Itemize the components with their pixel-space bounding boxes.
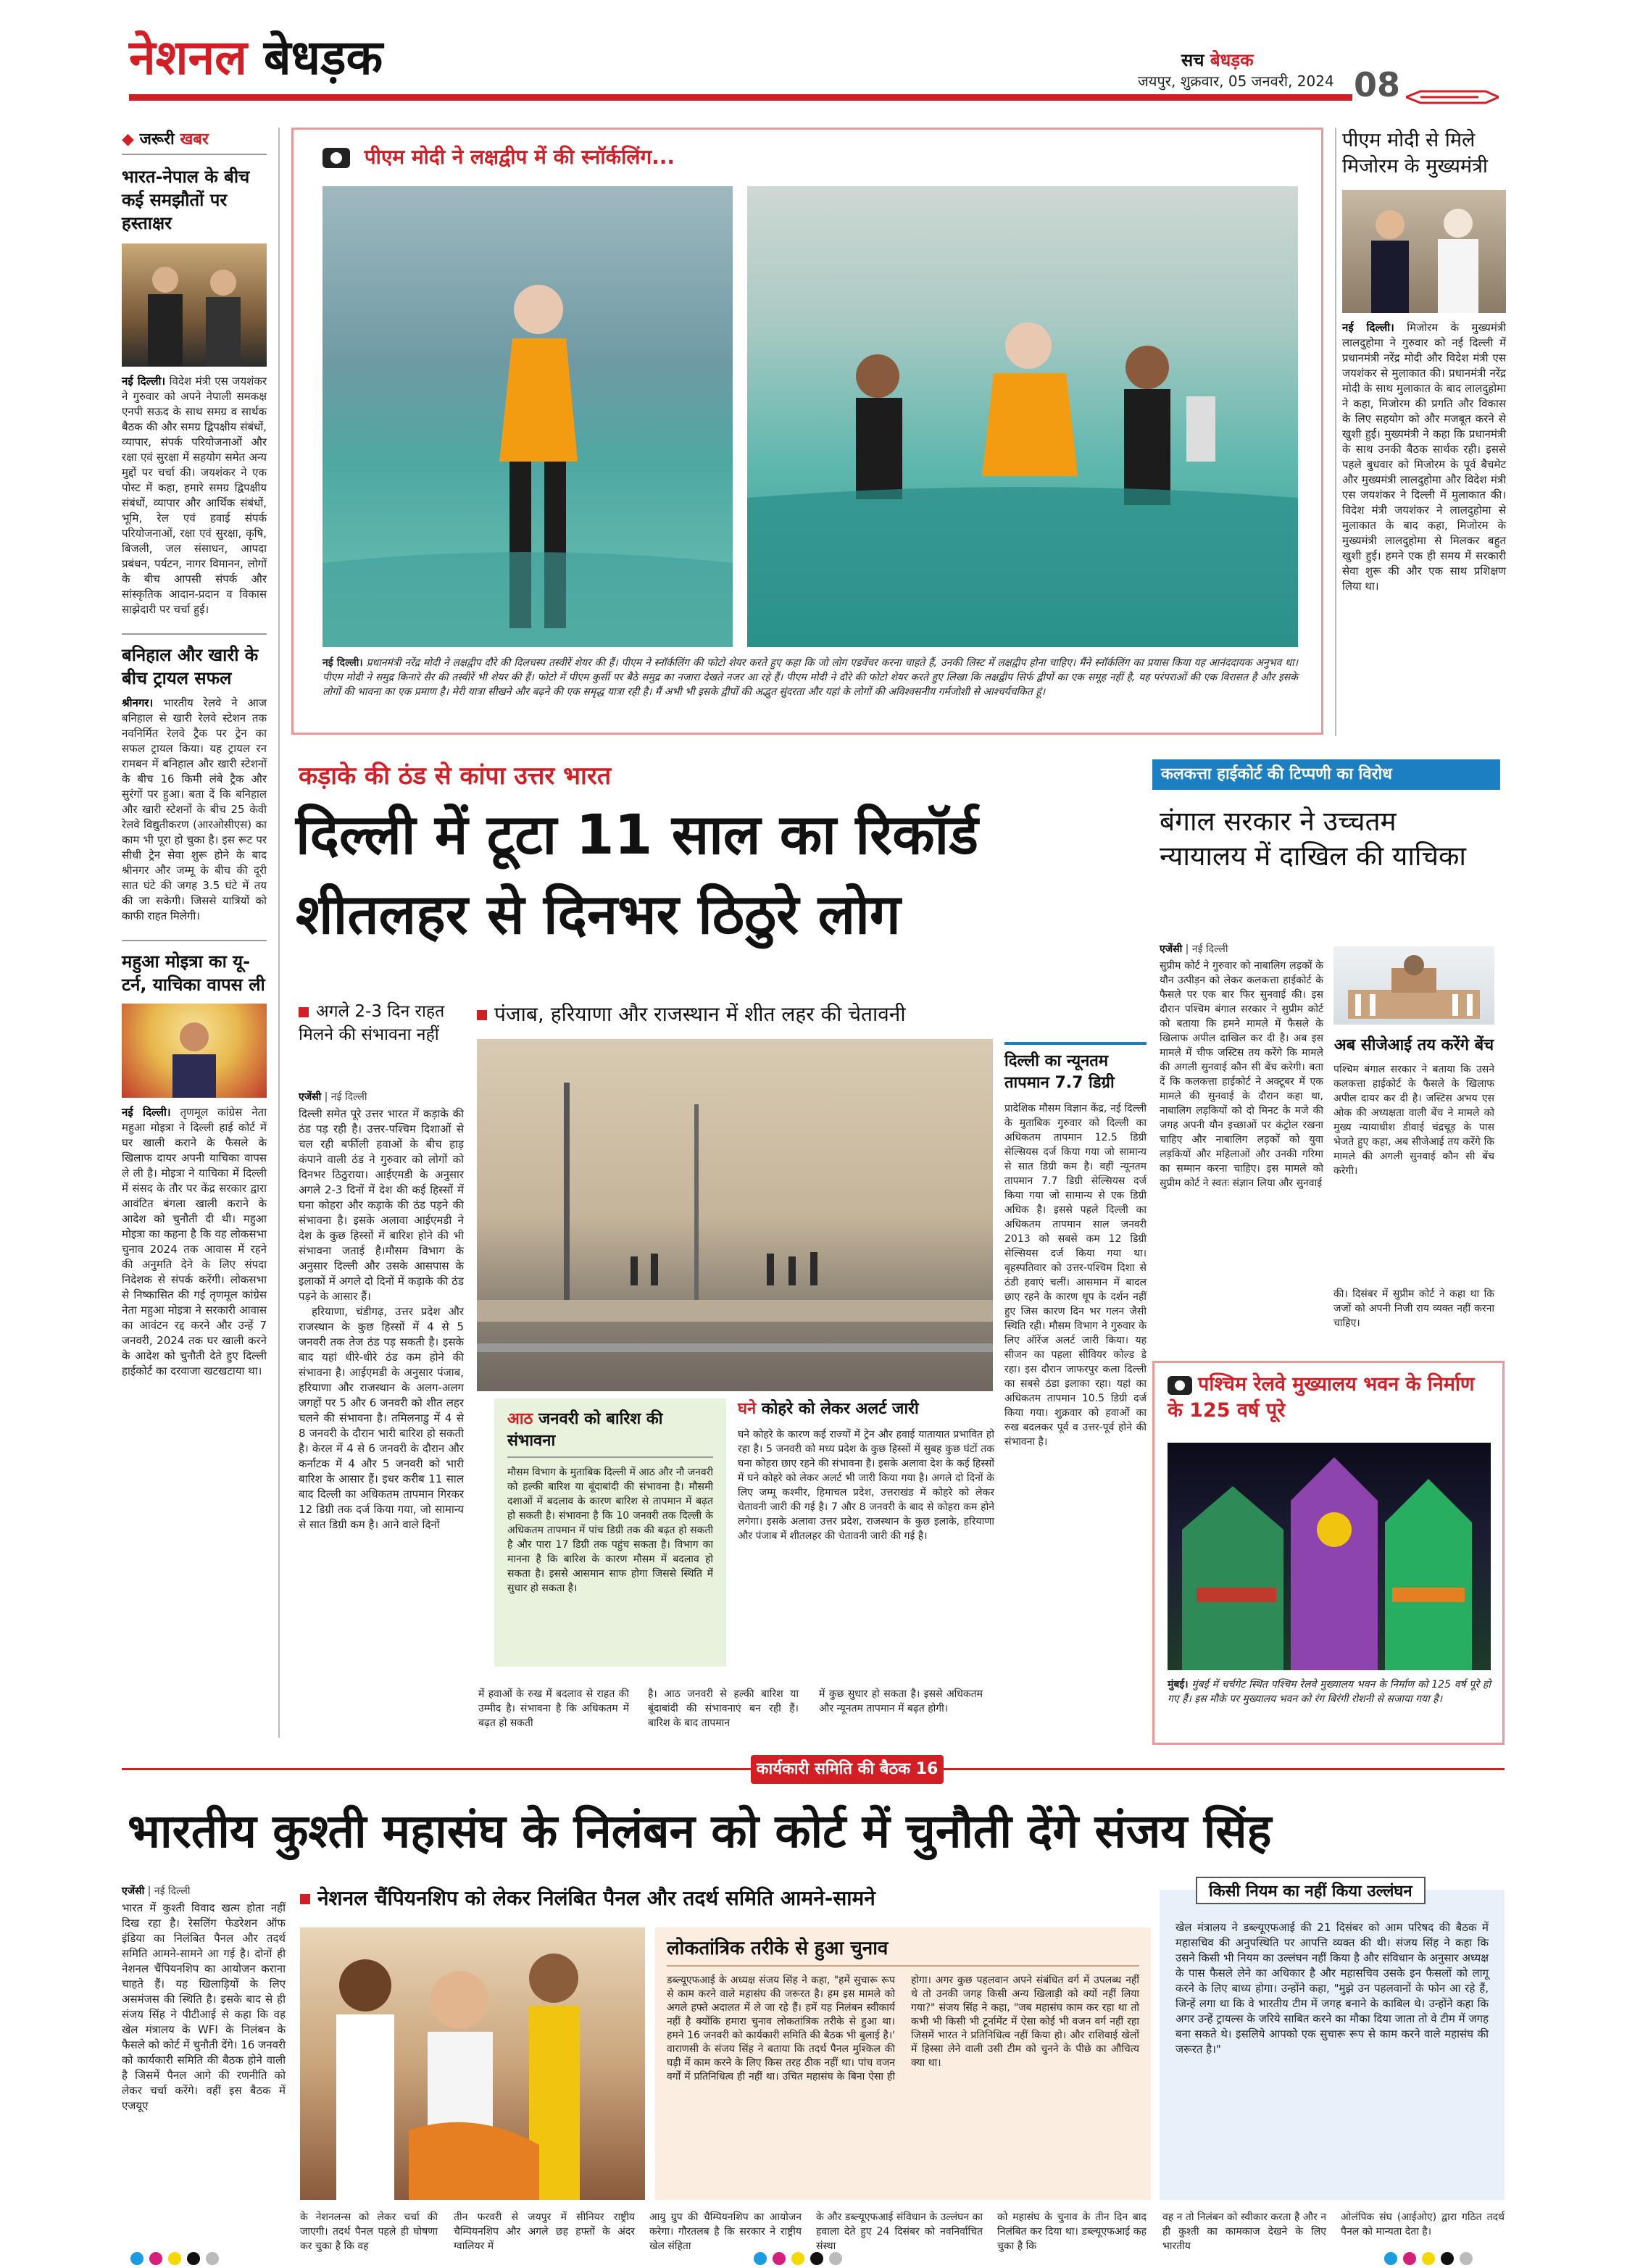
modi-snorkeling-photo — [747, 186, 1298, 647]
railway-caption-text: मुंबई में चर्चगेट स्थित पश्चिम रेलवे मुख्यालय भवन के निर्माण को 125 वर्ष पूरे हो गए हैं। इस मौके पर मुख्यालय भवन को रंग बिरंगी रोशनी से सजाया गया है। — [1168, 1679, 1491, 1705]
bengal-body-end: की। दिसंबर में सुप्रीम कोर्ट ने कहा था कि जजों को अपनी निजी राय व्यक्त नहीं करना चाहिए। — [1333, 1288, 1494, 1329]
rule-box-headline — [1196, 1877, 1426, 1904]
registration-marks-center — [754, 2252, 848, 2268]
bengal-body: सुप्रीम कोर्ट ने गुरुवार को नाबालिग लड़कों के यौन उत्पीड़न को लेकर कलकत्ता हाईकोर्ट के फैसले पर एक बार फिर सुनवाई की। इस दौरान पश्चिम बंगाल सरकार ने सुप्रीम कोर्ट को बताया कि हमने मामले में फैसले के खिलाफ अपील दाखिल कर दी है। अब इस मामले में चीफ जस्टिस तय करेंगे कि मामले की अगली सुनवाई कौन सी बेंच करेगी। बता दें कि कलकत्ता हाईकोर्ट ने अक्टूबर में एक मामले की सुनवाई के दौरान कहा था, नाबालिग लड़कियों को दो मिनट के मजे की जगह अपनी यौन इच्छाओं पर कंट्रोल रखना चाहिए और नाबालिग लड़कों को युवा लड़कियों और महिलाओं और उनकी गरिमा का सम्मान करना चाहिए। इस मामले को सुप्रीम कोर्ट ने स्वतः संज्ञान लिया और सुनवाई — [1160, 960, 1323, 1189]
bullet-square — [299, 1007, 309, 1017]
mahua-moitra-photo — [122, 1004, 267, 1098]
story-body: भारतीय रेलवे ने आज बनिहाल से खारी रेलवे स्टेशन तक नवनिर्मित रेलवे ट्रैक पर ट्रेन का सफल ट्रायल किया। यह ट्रायल रन रामबन में बनिहाल और खारी स्टेशनों के बीच 16 किमी लंबे ट्रैक और सुरंगों पर हुआ। बता दें कि बनिहाल और खारी स्टेशनों के बीच 25 केवी रेलवे विद्युतीकरण (आरओसीएस) का काम भी पूरा हो चुका है। इस रूट पर सीधी ट्रेन सेवा शुरू होने के बाद श्रीनगर और जम्मू के बीच की दूरी सात घंटे की जगह 3.5 घंटे में तय की जा सकेगी। जिससे यात्रियों को काफी राहत मिलेगी। — [122, 696, 267, 922]
temp-box — [1004, 1042, 1147, 1449]
pen-icon — [1406, 88, 1499, 106]
wrestling-bottom-col3: तीन फरवरी से जयपुर में सीनियर राष्ट्रीय चैम्पियनशिप और अगले छह हफ्तों के अंदर ग्वालियर में — [454, 2211, 635, 2252]
cold-col1 — [299, 1090, 464, 1533]
story-headline: भारत-नेपाल के बीच कई समझौतों पर हस्ताक्षर — [122, 167, 250, 233]
rain-box-body: मौसम विभाग के मुताबिक दिल्ली में आठ और नौ जनवरी को हल्की बारिश या बूंदाबांदी की संभावना है। मौसमी दशाओं में बदलाव के कारण बारिश से तापमान में बढ़त हो सकती है। संभावना है कि 10 जनवरी तक दिल्ली के अधिकतम तापमान में पांच डिग्री तक की बढ़त हो सकती है और पारा 17 डिग्री तक पहुंच सकता है। विभाग का मानना है कि बारिश के कारण मौसम में बदलाव हो सकता है। इससे आसमान साफ होगा जिससे स्थिति में सुधार हो सकता है। — [507, 1467, 713, 1594]
photo-feature-box — [291, 128, 1323, 735]
wrestling-rule-right — [942, 1768, 1505, 1770]
sidebar — [122, 128, 267, 1745]
story-dateline: नई दिल्ली। — [122, 1106, 171, 1119]
cold-kicker: कड़ाके की ठंड से कांपा उत्तर भारत — [299, 762, 612, 791]
bullet-square — [477, 1010, 487, 1020]
cold-sub-left — [299, 1000, 465, 1046]
cold-bottom-col3: है। आठ जनवरी से हल्की बारिश या बूंदाबांदी की संभावनाएं बन रही हैं। बारिश के बाद तापमान — [648, 1688, 799, 1729]
railway-caption — [1168, 1677, 1491, 1706]
masthead-logo — [129, 29, 383, 87]
logo-part2: बेधड़क — [263, 30, 383, 86]
railway-box — [1152, 1361, 1505, 1745]
page-number: 08 — [1354, 65, 1401, 104]
wrestling-headline: भारतीय कुश्ती महासंघ के निलंबन को कोर्ट में चुनौती देंगे संजय सिंह — [128, 1805, 1272, 1859]
cold-col1-para1: दिल्ली समेत पूरे उत्तर भारत में कड़ाके की ठंड पड़ रही है। उत्तर-पश्चिम दिशाओं से चल रही बर्फीली हवाओं के बीच हाड़ कंपाने वाली ठंड ने गुरुवार को लोगों को दिनभर ठिठुराया। आईएमडी के अनुसार अगले 2-3 दिनों में देश की कई हिस्सों में घना कोहरा और कड़ाके की ठंड पड़ने की संभावना है। इसके अलावा आईएमडी ने देश के कुछ हिस्सों में बारिश होने की भी संभावना जताई है।मौसम विभाग के अनुसार दिल्ली और उसके आसपास के इलाकों में अगले दो दिनों में कड़ाके की ठंड पड़ने के आसार हैं। — [299, 1107, 464, 1303]
story-body: विदेश मंत्री एस जयशंकर ने गुरुवार को अपने नेपाली समकक्ष एनपी सऊद के साथ समग्र व सार्थक बैठक की और समग्र द्विपक्षीय संबंधों, व्यापार, संपर्क परियोजनाओं और रक्षा एवं सुरक्षा में सहयोग समेत अन्य मुद्दों पर चर्चा की। जयशंकर ने एक पोस्ट में कहा, हमारे समग्र द्विपक्षीय संबंधों, व्यापार और आर्थिक संबंधों, भूमि, रेल एवं हवाई संपर्क परियोजनाओं, रक्षा एवं सुरक्षा, कृषि, बिजली, जल संसाधन, आपदा प्रबंधन, पर्यटन, नागर विमानन, लोगों के बीच आपसी संपर्क और सांस्कृतिक आदान-प्रदान व विकास साझेदारी पर चर्चा हुई। — [122, 375, 267, 616]
tagline — [1181, 48, 1254, 72]
wrestling-col1-body: भारत में कुश्ती विवाद खत्म होता नहीं दिख रहा है। रेसलिंग फेडरेशन ऑफ इंडिया का निलंबित पैनल और तदर्थ समिति आमने-सामने आ गई है। दोनों ही नेशनल चैंपियनशिप का आयोजन कराना चाहते हैं। यह खिलाड़ियों के लिए असमंजस की स्थिति है। इसके बाद से ही संजय सिंह ने पीटीआई से कहा कि वह खेल मंत्रालय के WFI के निलंबन के फैसले को कोर्ट में चुनौती देंगे। 16 जनवरी को कार्यकारी समिति की बैठक होने वाली है जिसमें पैनल आगे की रणनीति को लेकर चर्चा करेंगे। वहीं इस बैठक में एजयूए — [122, 1901, 286, 2112]
wrestling-bottom-col5: के और डब्ल्यूएफआई संविधान के उल्लंघन का हवाला देते हुए 24 दिसंबर को नवनिर्वाचित संस्था — [816, 2211, 983, 2252]
wrestling-bottom-col7: वह न तो निलंबन को स्वीकार करता है और न ही कुश्ती का कामकाज देखने के लिए भारतीय — [1162, 2211, 1326, 2252]
sidebar-section-label — [122, 128, 267, 155]
caption-text: प्रधानमंत्री नरेंद्र मोदी ने लक्षद्वीप दौरे की दिलचस्प तस्वीरें शेयर की हैं। पीएम ने स्नॉर्कलिंग की फोटो शेयर करते हुए कहा कि जो लोग एडवेंचर करना चाहते हैं, उनकी लिस्ट में लक्षद्वीप होना चाहिए। मैंने स्नॉर्कलिंग का प्रयास किया यह आनंददायक अनुभव था। पीएम मोदी ने समुद्र किनारे सैर की तस्वीरें भी शेयर की हैं। फोटो में पीएम कुर्सी पर बैठे समुद्र का नजारा देखते नजर आ रहे हैं। पीएम मोदी ने दौरे की फोटो शेयर करते हुए लिखा कि लक्षद्वीप सिर्फ द्वीपों का एक समूह नहीं है, यह परंपराओं की एक विरासत है और इसके लोगों की भावना का एक प्रमाण है। मेरी यात्रा सीखने और बढ़ने की एक समृद्ध यात्रा रही है। मैं अभी भी इसके द्वीपों की अद्भुत सुंदरता और यहां के लोगों की अविश्वसनीय गर्मजोशी से आश्चर्यचकित हूं। — [323, 657, 1298, 698]
wrestling-bottom-col2: के नेशनलन्स को लेकर चर्चा की जाएगी। तदर्थ पैनल पहले ही घोषणा कर चुका है कि वह — [300, 2211, 438, 2252]
rain-headline-red: आठ — [507, 1410, 533, 1428]
story-dateline: श्रीनगर। — [122, 696, 154, 709]
masthead-rule — [129, 94, 1352, 101]
section-label-part2: खबर — [180, 130, 209, 149]
mizoram-headline: पीएम मोदी से मिले मिजोरम के मुख्यमंत्री — [1342, 129, 1488, 178]
modi-walking-photo — [323, 186, 733, 647]
cold-sub-right — [477, 1000, 906, 1027]
wrestling-rule-left — [122, 1768, 752, 1770]
rain-box — [494, 1398, 726, 1667]
registration-marks-left — [130, 2252, 225, 2268]
byline-agency: एजेंसी — [1160, 943, 1183, 955]
railway-title-text: पश्चिम रेलवे मुख्यालय भवन के निर्माण के 125 वर्ष पूरे — [1168, 1373, 1475, 1422]
bengal-kicker — [1152, 759, 1500, 790]
rule-box-headline-text: किसी नियम का नहीं किया उल्लंघन — [1209, 1883, 1412, 1901]
wrestling-bottom-col4: आयु ग्रुप की चैम्पियनशिप का आयोजन करेगा। गौरतलब है कि सरकार ने राष्ट्रीय खेल संहिता — [649, 2211, 802, 2252]
bengal-sub-headline: अब सीजेआई तय करेंगे बेंच — [1333, 1036, 1494, 1054]
byline-city: नई दिल्ली — [1191, 943, 1228, 955]
bengal-body-col — [1160, 942, 1323, 1191]
wrestling-col1 — [122, 1884, 286, 2114]
diamond-icon: ◆ — [122, 130, 140, 149]
sanjay-singh-photo — [300, 1927, 645, 2200]
cold-headline-line2: शीतलहर से दिनभर ठिठुरे लोग — [296, 882, 901, 946]
railway-title — [1168, 1372, 1486, 1424]
bengal-sub-story — [1333, 1035, 1494, 1178]
democratic-box-body: डब्ल्यूएफआई के अध्यक्ष संजय सिंह ने कहा, "हमें सुचारू रूप से काम करने वाले महासंघ की जरूरत है। हम इस मामले को अगले हफ्ते अदालत में ले जा रहे हैं। हमें यह निलंबन स्वीकार्य नहीं है क्योंकि हमारा चुनाव लोकतांत्रिक तरीके से हुआ था। हमने 16 जनवरी को कार्यकारी समिति की बैठक भी बुलाई है।' वाराणसी के संजय सिंह ने बताया कि तदर्थ पैनल मुश्किल की घड़ी में काम करने के लिए किस तरह ठीक नहीं था। पांच वजन वर्गों में प्रतिनिधित्व ही नहीं था। उचित महासंघ के बिना ऐसा ही होगा। अगर कुछ पहलवान अपने संबंधित वर्ग में उपलब्ध नहीं थे तो उनकी जगह किसी अन्य खिलाड़ी को क्यों नहीं लिया गया?" संजय सिंह ने कहा, "जब महासंघ काम कर रहा था तो कभी भी किसी भी टूर्नामेंट में ऐसा कोई भी वजन वर्ग नहीं रहा जिसमें भारत ने प्रतिनिधित्व नहीं किया हो। और राशिवाई खेलों में हिस्सा लेने वाली उसी टीम को चुनने के पीछे का औचित्य क्या था। — [667, 1975, 1139, 2083]
cold-bottom-col2: में हवाओं के रुख में बदलाव से राहत की उम्मीद है। संभावना है कि अधिकतम में बढ़त हो सकती — [478, 1688, 629, 1729]
byline-city: नई दिल्ली — [154, 1885, 191, 1897]
rain-box-headline — [507, 1409, 713, 1458]
caption-dateline: नई दिल्ली। — [323, 657, 363, 669]
bengal-kicker-text: कलकत्ता हाईकोर्ट की टिप्पणी का विरोध — [1161, 765, 1392, 783]
mizoram-story — [1342, 128, 1506, 594]
temp-box-body: प्रादेशिक मौसम विज्ञान केंद्र, नई दिल्ली के मुताबिक गुरुवार को दिल्ली का अधिकतम तापमान 12.5 डिग्री सेल्सियस दर्ज किया गया जो सामान्य से सात डिग्री कम है। वहीं न्यूनतम तापमान 7.7 डिग्री सेल्सियस दर्ज किया गया जो सामान्य से एक डिग्री अधिक है। इससे पहले दिल्ली का अधिकतम तापमान साल जनवरी 2013 को सबसे कम 12 डिग्री सेल्सियस दर्ज किया गया था। बृहस्पतिवार को उत्तर-पश्चिम दिशा से ठंडी हवाएं चलीं। आसमान में बादल छाए रहने के कारण धूप के दर्शन नहीं हुए जिस कारण दिन भर गलन जैसी स्थिति रही। मौसम विभाग ने गुरुवार के लिए ऑरेंज अलर्ट जारी किया। यह सीजन का पहला सीवियर कोल्ड डे रहा। इस दौरान जाफरपुर कला दिल्ली का सबसे ठंडा इलाका रहा। यहां का अधिकतम तापमान 10.5 डिग्री दर्ज किया गया। शुक्रवार को हवाओं का रुख बदलकर पूर्व व उत्तर-पूर्व होने की संभावना है। — [1004, 1103, 1147, 1448]
democratic-box — [655, 1927, 1151, 2200]
wrestling-kicker-text: कार्यकारी समिति की बैठक 16 जनवरी को — [756, 1760, 939, 1807]
fog-headline-red: घने — [738, 1400, 757, 1418]
photo-feature-title — [323, 143, 675, 170]
registration-marks-right — [1384, 2252, 1478, 2268]
story-body: तृणमूल कांग्रेस नेता महुआ मोइत्रा ने दिल्ली हाई कोर्ट में घर खाली कराने के फैसले के खिलाफ दायर अपनी याचिका वापस ले ली है। मोइत्रा ने याचिका में दिल्ली में संसद के तौर पर केंद्र सरकार द्वारा आवंटित बंगला खाली कराने के आदेश को चुनौती दी थी। महुआ मोइत्रा का कहना है कि वह लोकसभा चुनाव 2024 तक आवास में रहने की अनुमति देने के लिए संपदा निदेशक से संपर्क करेंगी। लोकसभा से निष्कासित की गई तृणमूल कांग्रेस नेता महुआ मोइत्रा ने सरकारी आवास का आवंटन रद्द करने और उन्हें 7 जनवरी, 2024 तक घर खाली करने के आदेश को चुनौती देते हुए दिल्ली हाईकोर्ट का दरवाजा खटखटाया था। — [122, 1106, 267, 1377]
story-dateline: नई दिल्ली। — [122, 375, 166, 388]
masthead-date: जयपुर, शुक्रवार, 05 जनवरी, 2024 — [1138, 72, 1334, 90]
tagline-part2: बेधड़क — [1210, 50, 1254, 70]
fog-headline-rest: कोहरे को लेकर अलर्ट जारी — [761, 1400, 919, 1418]
sidebar-story — [122, 165, 267, 617]
right-column-divider — [1335, 128, 1336, 736]
wrestling-sub-text: नेशनल चैंपियनशिप को लेकर निलंबित पैनल और तदर्थ समिति आमने-सामने — [317, 1886, 875, 1910]
cold-col1-para2: हरियाणा, चंडीगढ़, उत्तर प्रदेश और राजस्थान के कुछ हिस्सों में 4 से 5 जनवरी तक तेज ठंड पड़ सकती है। इसके बाद यहां धीरे-धीरे ठंड कम होने की संभावना है। आईएमडी के अनुसार पंजाब, हरियाणा और राजस्थान के अलग-अलग जगहों पर 5 और 6 जनवरी को शीत लहर चलने की संभावना है। तमिलनाडु में 4 से 8 जनवरी के दौरान भारी बारिश हो सकती है। केरल में 4 से 6 जनवरी के दौरान और कर्नाटक में 4 और 5 जनवरी को भारी बारिश के आसार हैं। इधर करीब 11 साल बाद दिल्ली का अधिकतम तापमान गिरकर 12 डिग्री तक दर्ज किया गया, जो सामान्य से सात डिग्री कम है। आने वाले दिनों — [299, 1305, 464, 1531]
byline: एजेंसी | नई दिल्ली — [122, 1885, 191, 1897]
fog-box-headline — [738, 1398, 994, 1420]
byline-city: नई दिल्ली — [330, 1091, 367, 1103]
mizoram-cm-photo — [1342, 190, 1506, 313]
fog-box-body: घने कोहरे के कारण कई राज्यों में ट्रेन और हवाई यातायात प्रभावित हो रहा है। 5 जनवरी को मध्य प्रदेश के कुछ हिस्सों में सुबह कुछ घंटों तक घना कोहरा छाए रहने की संभावना है। इसके अलावा देश के कई हिस्सों में घने कोहरे को लेकर अलर्ट भी जारी किया गया है। अगले दो दिनों के लिए जम्मू कश्मीर, हिमाचल प्रदेश, उत्तराखंड में कोहरे को लेकर चेतावनी जारी की गई है। 7 और 8 जनवरी के बाद से कोहरा कम होने लगेगा। इसके अलावा उत्तर प्रदेश, राजस्थान के कुछ इलाके, हरियाणा और पंजाब में शीतलहर की चेतावनी जारी की गई है। — [738, 1429, 994, 1542]
delhi-fog-photo — [477, 1039, 993, 1391]
sidebar-divider — [278, 128, 280, 1738]
cold-bottom-col4: में कुछ सुधार हो सकता है। इससे अधिकतम और न्यूनतम तापमान में बढ़त होगी। — [819, 1688, 983, 1714]
sidebar-story — [122, 633, 267, 924]
rule-box — [1160, 1883, 1505, 2200]
tagline-part1: सच — [1181, 50, 1204, 70]
byline-agency: एजेंसी — [299, 1091, 322, 1103]
democratic-box-headline: लोकतांत्रिक तरीके से हुआ चुनाव — [667, 1936, 1139, 1967]
jaishankar-nepal-photo — [122, 243, 267, 367]
story-headline: महुआ मोइत्रा का यू-टर्न, याचिका वापस ली — [122, 951, 265, 995]
wrestling-sub — [300, 1884, 875, 1911]
sidebar-story — [122, 940, 267, 1379]
cold-sub-right-text: पंजाब, हरियाणा और राजस्थान में शीत लहर की चेतावनी — [494, 1002, 906, 1026]
wrestling-bottom-col8: ओलंपिक संघ (आईओए) द्वारा गठित तदर्थ पैनल को मान्यता देता है। — [1341, 2211, 1505, 2238]
bengal-sub-body: पश्चिम बंगाल सरकार ने बताया कि उसने कलकत्ता हाईकोर्ट के फैसले के खिलाफ अपील दायर कर दी है। जस्टिस अभय एस ओक की अध्यक्षता वाली बेंच ने मामले को मुख्य न्यायाधीश डीवाई चंद्रचूड़ के पास भेजते हुए कहा, अब सीजेआई तय करेंगे कि मामले की अगली सुनवाई कौन सी बेंच करेगी। — [1333, 1064, 1494, 1177]
camera-icon — [323, 148, 350, 168]
cold-sub-left-text: अगले 2-3 दिन राहत मिलने की संभावना नहीं — [299, 1002, 445, 1044]
mizoram-dateline: नई दिल्ली। — [1342, 321, 1394, 334]
wrestling-kicker — [751, 1755, 944, 1807]
rain-headline-rest: जनवरी को बारिश की संभावना — [507, 1410, 663, 1450]
camera-icon — [1168, 1376, 1192, 1395]
masthead — [0, 0, 1627, 104]
temp-box-headline: दिल्ली का न्यूनतम तापमान 7.7 डिग्री — [1004, 1042, 1147, 1094]
byline-agency: एजेंसी — [122, 1885, 145, 1897]
railway-hq-photo — [1168, 1443, 1491, 1670]
bullet-square — [300, 1894, 310, 1904]
byline: एजेंसी | नई दिल्ली — [1160, 943, 1228, 955]
section-label-part1: जरूरी — [139, 130, 175, 149]
cold-headline-line1: दिल्ली में टूटा 11 साल का रिकॉर्ड — [296, 802, 978, 867]
wrestling-bottom-col6: को महासंघ के चुनाव के तीन दिन बाद निलंबित कर दिया था। डब्ल्यूएफआई कह चुका है कि — [997, 2211, 1147, 2252]
supreme-court-photo — [1333, 946, 1494, 1025]
byline: एजेंसी | नई दिल्ली — [299, 1091, 367, 1103]
bengal-headline: बंगाल सरकार ने उच्चतम न्यायालय में दाखिल की याचिका — [1160, 806, 1467, 872]
story-headline: बनिहाल और खारी के बीच ट्रायल सफल — [122, 645, 259, 688]
rule-box-body: खेल मंत्रालय ने डब्ल्यूएफआई की 21 दिसंबर को आम परिषद की बैठक में महासचिव की अनुपस्थिति पर आपत्ति व्यक्त की थी। संजय सिंह ने कहा कि उसने किसी भी नियम का उल्लंघन नहीं किया है और संविधान के अनुसार अध्यक्ष के पास फैसले लेने का अधिकार है और महासचिव उसके इन फैसलों को लागू करने के लिए बाध्य होगा। उन्होंने कहा, "मुझे उन पहलवानों के फोन आ रहे हैं, जिन्हें लगा था कि वे भारतीय टीम में जगह बनाने के काबिल थे। उन्होंने कहा कि अगर उन्हें ट्रायल्स के जरिये साबित करने का मौका दिया जाता तो वे टीम में जगह बना सकते थे। इसलिये आपको एक सुचारू रूप से काम करने वाले महासंघ की जरूरत है।" — [1175, 1921, 1489, 2056]
mizoram-body: मिजोरम के मुख्यमंत्री लालदुहोमा ने गुरुवार को नई दिल्ली में प्रधानमंत्री नरेंद्र मोदी और विदेश मंत्री एस जयशंकर से मुलाकात की। प्रधानमंत्री नरेंद्र मोदी के साथ मुलाकात के बाद लालदुहोमा ने कहा, मिजोरम की प्रगति और विकास के लिए सहयोग को और मजबूत करने से खुशी हुई। मुख्यमंत्री ने कहा कि प्रधानमंत्री के साथ उनकी बैठक सार्थक रही। इससे पहले बुधवार को मिजोरम के पूर्व बैचमेट और मुख्यमंत्री लालदुहोमा और विदेश मंत्री एस जयशंकर ने दिल्ली में मुलाकात की। विदेश मंत्री जयशंकर ने लालदुहोमा से मुलाकात के बाद कहा, मिजोरम के मुख्यमंत्री लालदुहोमा से मिलकर बहुत खुशी हुई। हमने एक ही समय में सरकारी सेवा शुरू की और एक साथ प्रशिक्षण लिया था। — [1342, 321, 1506, 593]
photo-feature-caption — [323, 656, 1298, 699]
fog-box — [738, 1398, 994, 1543]
photo-feature-title-text: पीएम मोदी ने लक्षद्वीप में की स्नॉर्कलिंग... — [364, 145, 675, 169]
railway-caption-dateline: मुंबई। — [1168, 1679, 1189, 1690]
logo-part1: नेशनल — [129, 30, 247, 86]
